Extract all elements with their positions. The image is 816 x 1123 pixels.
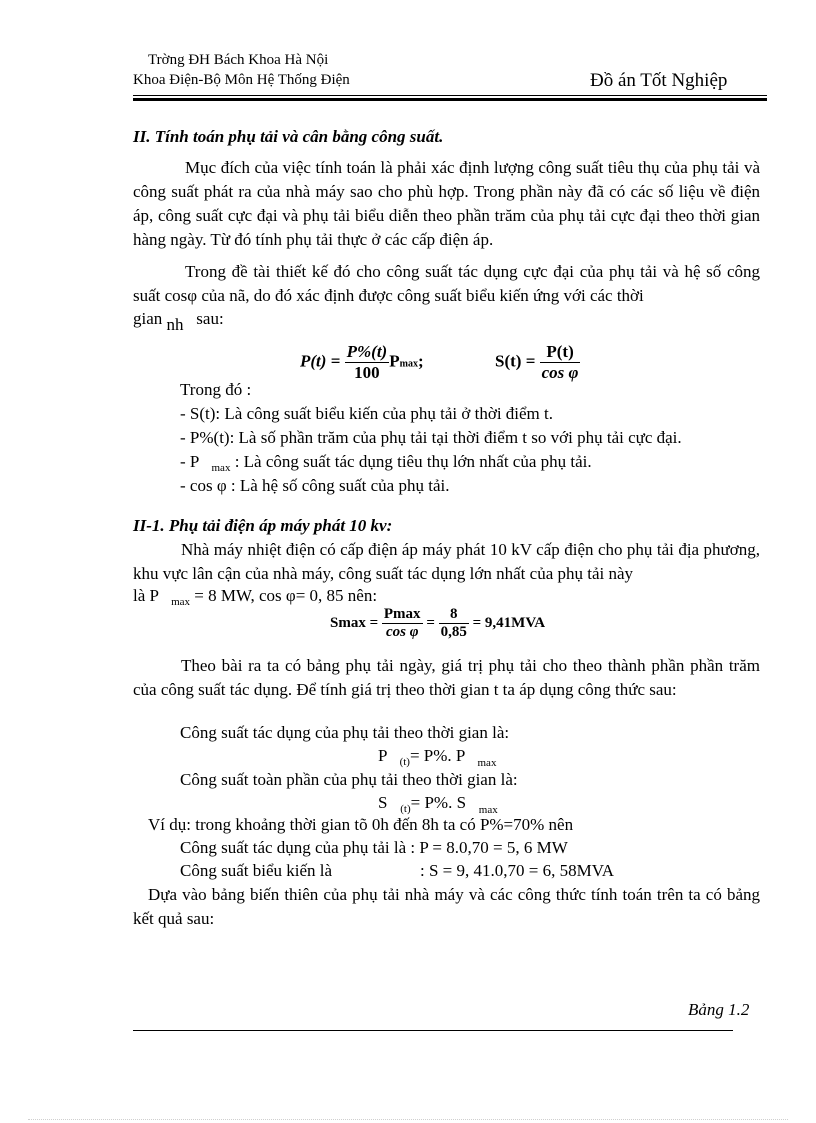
paragraph-plant-end: [133, 586, 377, 606]
definition-st: - S(t): Là công suất biểu kiến của phụ tải ở thời điểm t.: [180, 404, 554, 423]
formula-smax-equals: =: [426, 614, 435, 631]
footer-rule: [133, 1030, 733, 1031]
formula-s-body: = P%. S: [410, 793, 467, 812]
formula-st-lhs: S(t) =: [495, 351, 536, 371]
where-label: Trong đó :: [180, 380, 252, 399]
definition-pmax-text: : Là công suất tác dụng tiêu thụ lớn nhất của phụ tải.: [234, 452, 592, 471]
table-caption: Bảng 1.2: [688, 1000, 750, 1019]
example-apparent-label: Công suất biểu kiến là: [180, 861, 333, 880]
definition-pmax-symbol: - P: [180, 452, 199, 471]
text-max-sub: max: [171, 596, 191, 608]
formula-st-denominator: cos φ: [541, 363, 579, 382]
formula-pt-lhs: P(t) =: [300, 351, 341, 371]
formula-pt-max-sub: max: [399, 358, 418, 370]
definition-pmax: [180, 452, 592, 472]
formula-smax-lhs: Smax =: [330, 614, 379, 631]
definition-cos: - cos φ : Là hệ số công suất của phụ tải.: [180, 476, 450, 495]
formula-smax: [330, 606, 545, 641]
formula-p-sub-max: max: [477, 757, 497, 769]
definition-pt: - P%(t): Là số phần trăm của phụ tải tại thời điểm t so với phụ tải cực đại.: [180, 428, 682, 447]
paragraph-purpose: Mục đích của việc tính toán là phải xác định lượng công suất tiêu thụ của phụ tải và công suất phát ra của nhà máy sao cho phù hợp. Trong phần này đã có các số liệu về điện áp, công suất cực đại và phụ tải biểu diễn theo phần trăm của phụ tải cực đại theo thời gian hàng ngày. Từ đó tính phụ tải thực ở các cấp điện áp.: [133, 158, 760, 249]
formula-pt: [300, 342, 424, 383]
header-department: Khoa Điện-Bộ Môn Hệ Thống Điện: [133, 72, 350, 88]
page-bottom-dotted-line: [28, 1119, 788, 1120]
example-line: Ví dụ: trong khoảng thời gian tõ 0h đến 8h ta có P%=70% nên: [148, 815, 574, 834]
text-la-p: là P: [133, 586, 159, 605]
subsection-heading: II-1. Phụ tải điện áp máy phát 10 kv:: [133, 516, 393, 535]
formula-p-symbol: P: [378, 746, 387, 765]
formula-pt-fraction: [345, 342, 390, 383]
line-active-power: Công suất tác dụng của phụ tải theo thời gian là:: [180, 723, 510, 742]
formula-st-fraction: [540, 342, 581, 383]
formula-smax-result: = 9,41MVA: [472, 614, 546, 631]
formula-s-sub-max: max: [478, 804, 498, 816]
paragraph-results: Dựa vào bảng biến thiên của phụ tải nhà máy và các công thức tính toán trên ta có bảng kết quả sau:: [133, 885, 760, 928]
paragraph-plant: Nhà máy nhiệt điện có cấp điện áp máy phát 10 kV cấp điện cho phụ tải địa phương, khu vực lân cận của nhà máy, công suất tác dụng lớn nhất của phụ tải này: [133, 540, 760, 583]
formula-smax-den-2: 0,85: [440, 624, 467, 640]
text-nh: nh: [166, 315, 184, 334]
header-rule-thin: [133, 95, 767, 96]
formula-smax-num-2: 8: [439, 606, 469, 624]
formula-pt-denominator: 100: [354, 363, 380, 382]
formula-st-line: [378, 793, 498, 816]
formula-p-body: = P%. P: [409, 746, 465, 765]
formula-pt-pmax: P: [389, 351, 400, 371]
formula-s-symbol: S: [378, 793, 388, 812]
formula-smax-fraction-1: [382, 606, 423, 641]
paragraph-design-end: [133, 309, 224, 334]
header-school: Trờng ĐH Bách Khoa Hà Nội: [148, 52, 329, 68]
formula-smax-den-1: cos φ: [385, 624, 419, 640]
text-pmax-value: = 8 MW, cos φ= 0, 85 nên:: [194, 586, 378, 605]
formula-p-sub-t: (t): [399, 756, 410, 768]
formula-s-sub-t: (t): [400, 803, 411, 815]
text-gian: gian: [133, 309, 163, 328]
formula-smax-fraction-2: [439, 606, 469, 641]
formula-st-numerator: P(t): [540, 342, 581, 363]
line-apparent-power: Công suất toàn phần của phụ tải theo thời gian là:: [180, 770, 518, 789]
formula-pt-line: [378, 746, 497, 769]
formula-st: [495, 342, 580, 383]
example-active-power: Công suất tác dụng của phụ tải là : P = 8.0,70 = 5, 6 MW: [180, 838, 568, 857]
paragraph-table: Theo bài ra ta có bảng phụ tải ngày, giá trị phụ tải cho theo thành phần phần trăm của công suất tác dụng. Để tính giá trị theo thời gian t ta áp dụng công thức sau:: [133, 656, 760, 699]
formula-smax-num-1: Pmax: [383, 606, 421, 622]
text-sau: sau:: [196, 309, 224, 328]
definition-pmax-sub: max: [211, 462, 231, 474]
paragraph-design: Trong đề tài thiết kế đó cho công suất tác dụng cực đại của phụ tải và hệ số công suất cosφ của nã, do đó xác định được công suất biểu kiến ứng với các thời: [133, 262, 760, 305]
formula-pt-numerator: P%(t): [346, 342, 388, 361]
section-heading: II. Tính toán phụ tải và cân bằng công suất.: [133, 127, 444, 146]
header-rule-thick: [133, 98, 767, 101]
formula-pt-semicolon: ;: [417, 351, 424, 371]
header-doc-type: Đồ án Tốt Nghiệp: [590, 70, 728, 91]
example-apparent-value: : S = 9, 41.0,70 = 6, 58MVA: [420, 861, 615, 880]
